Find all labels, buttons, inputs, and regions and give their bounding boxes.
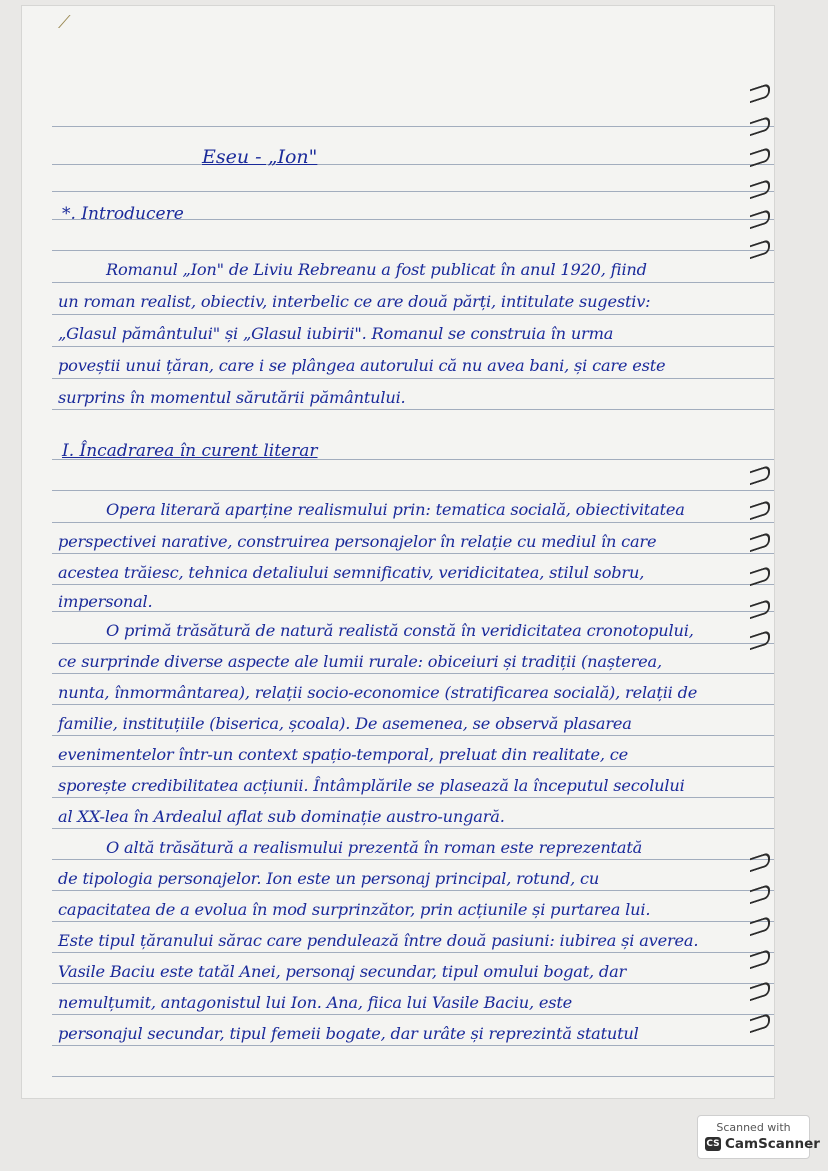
spiral-ring-icon bbox=[750, 599, 770, 619]
text-line: surprins în momentul sărutării pământului. bbox=[58, 388, 406, 407]
rule-line bbox=[52, 1045, 774, 1046]
spiral-ring-icon bbox=[750, 500, 770, 520]
rule-line bbox=[52, 522, 774, 523]
rule-line bbox=[52, 890, 774, 891]
page-title: Eseu - „Ion" bbox=[202, 146, 318, 168]
text-line: perspectivei narative, construirea personajelor în relație cu mediul în care bbox=[58, 532, 657, 551]
spiral-ring-icon bbox=[750, 566, 770, 586]
rule-line bbox=[52, 1014, 774, 1015]
rule-line bbox=[52, 828, 774, 829]
camscanner-badge bbox=[697, 1115, 820, 1159]
spiral-ring-icon bbox=[750, 630, 770, 650]
text-line: nunta, înmormântarea), relații socio-economice (stratificarea socială), relații de bbox=[58, 683, 698, 702]
rule-line bbox=[52, 921, 774, 922]
spiral-ring-icon bbox=[750, 981, 770, 1001]
text-line: personajul secundar, tipul femeii bogate, dar urâte și reprezintă statutul bbox=[58, 1024, 639, 1043]
text-line: un roman realist, obiectiv, interbelic ce are două părți, intitulate sugestiv: bbox=[58, 292, 651, 311]
text-line: Vasile Baciu este tatăl Anei, personaj secundar, tipul omului bogat, dar bbox=[58, 962, 627, 981]
rule-line bbox=[52, 797, 774, 798]
rule-line bbox=[52, 584, 774, 585]
rule-line bbox=[52, 859, 774, 860]
rule-line bbox=[52, 378, 774, 379]
rule-line bbox=[52, 735, 774, 736]
rule-line bbox=[52, 1076, 774, 1077]
camscanner-logo-icon: CS bbox=[706, 1139, 720, 1149]
rule-line bbox=[52, 490, 774, 491]
text-line: Opera literară aparține realismului prin: tematica socială, obiectivitatea bbox=[106, 500, 685, 519]
rule-line bbox=[52, 126, 774, 127]
rule-line bbox=[52, 553, 774, 554]
rule-line bbox=[52, 673, 774, 674]
spiral-ring-icon bbox=[750, 1013, 770, 1033]
rule-line bbox=[52, 409, 774, 410]
section-heading: I. Încadrarea în curent literar bbox=[62, 441, 318, 461]
intro-heading: *. Introducere bbox=[62, 204, 184, 224]
spiral-ring-icon bbox=[750, 179, 770, 199]
spiral-ring-icon bbox=[750, 116, 770, 136]
spiral-ring-icon bbox=[750, 239, 770, 259]
spiral-ring-icon bbox=[750, 852, 770, 872]
corner-mark-icon: ⟋ bbox=[58, 12, 71, 33]
rule-line bbox=[52, 191, 774, 192]
rule-line bbox=[52, 250, 774, 251]
text-line: impersonal. bbox=[58, 592, 153, 611]
scan-badge-caption: Scanned with bbox=[716, 1121, 791, 1134]
rule-line bbox=[52, 983, 774, 984]
text-line: al XX-lea în Ardealul aflat sub dominație austro-ungară. bbox=[58, 807, 505, 826]
text-line: Este tipul țăranului sărac care pendulează între două pasiuni: iubirea și averea. bbox=[58, 931, 699, 950]
text-line: acestea trăiesc, tehnica detaliului semnificativ, veridicitatea, stilul sobru, bbox=[58, 563, 645, 582]
notebook-page bbox=[22, 6, 774, 1098]
text-line: ce surprinde diverse aspecte ale lumii rurale: obiceiuri și tradiții (nașterea, bbox=[58, 652, 662, 671]
spiral-ring-icon bbox=[750, 465, 770, 485]
spiral-ring-icon bbox=[750, 147, 770, 167]
text-line: poveștii unui țăran, care i se plângea autorului că nu avea bani, și care este bbox=[58, 356, 666, 375]
rule-line bbox=[52, 766, 774, 767]
text-line: familie, instituțiile (biserica, școala). De asemenea, se observă plasarea bbox=[58, 714, 632, 733]
spiral-ring-icon bbox=[750, 884, 770, 904]
spiral-ring-icon bbox=[750, 949, 770, 969]
text-line: capacitatea de a evolua în mod surprinzător, prin acțiunile și purtarea lui. bbox=[58, 900, 651, 919]
rule-line bbox=[52, 164, 774, 165]
text-line: O altă trăsătură a realismului prezentă în roman este reprezentată bbox=[106, 838, 643, 857]
spiral-ring-icon bbox=[750, 209, 770, 229]
scan-badge-name: CamScanner bbox=[725, 1136, 820, 1152]
text-line: evenimentelor într-un context spațio-temporal, preluat din realitate, ce bbox=[58, 745, 628, 764]
rule-line bbox=[52, 643, 774, 644]
text-line: O primă trăsătură de natură realistă constă în veridicitatea cronotopului, bbox=[106, 621, 694, 640]
spiral-ring-icon bbox=[750, 83, 770, 103]
spiral-ring-icon bbox=[750, 916, 770, 936]
rule-line bbox=[52, 282, 774, 283]
text-line: sporește credibilitatea acțiunii. Întâmplările se plasează la începutul secolului bbox=[58, 776, 685, 795]
rule-line bbox=[52, 611, 774, 612]
text-line: „Glasul pământului" și „Glasul iubirii". Romanul se construia în urma bbox=[58, 324, 614, 343]
spiral-binding bbox=[740, 6, 774, 1098]
text-line: nemulțumit, antagonistul lui Ion. Ana, fiica lui Vasile Baciu, este bbox=[58, 993, 573, 1012]
rule-line bbox=[52, 346, 774, 347]
spiral-ring-icon bbox=[750, 532, 770, 552]
text-line: de tipologia personajelor. Ion este un personaj principal, rotund, cu bbox=[58, 869, 600, 888]
rule-line bbox=[52, 704, 774, 705]
rule-line bbox=[52, 314, 774, 315]
text-line: Romanul „Ion" de Liviu Rebreanu a fost publicat în anul 1920, fiind bbox=[106, 260, 647, 279]
rule-line bbox=[52, 952, 774, 953]
